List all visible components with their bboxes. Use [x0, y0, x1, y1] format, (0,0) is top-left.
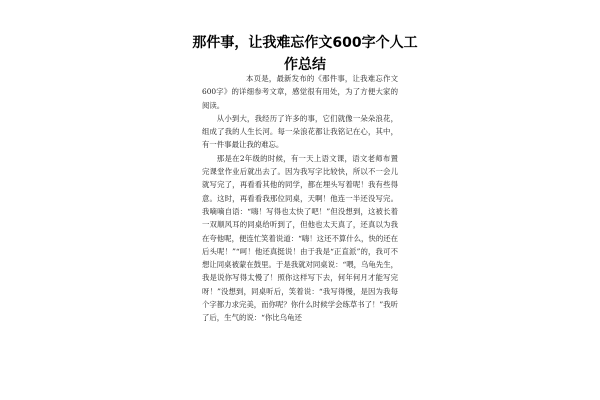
paragraph: 那是在2年级的时候，有一天上语文课，语文老师布置完课堂作业后就出去了。因为我写字比较快，所以不一会儿就写完了，再看看其他的同学，都在埋头写着呢！我有些得意。这时，再看看我那位同桌，天啊！他连一半还没写完。我嘀嘀自语：“嗨！写得也太快了吧！”但没想到，这被长着一双顺风耳的同桌给听到了，但他也太天真了，还真以为我在夸他呢，便连忙笑着说道：“嗨！这还不算什么，快的还在后头呢！”“呵！他还真挺说！由于我是“正直派”的，我可不想让同桌被蒙在鼓里。于是我就对同桌说：“喂，乌龟先生，我是说你写得太慢了！照你这样写下去，何年何月才能写完呀！”没想到，同桌听后，笑着说：“我写得慢，是因为我每个字都力求完美，而你呢？你什么时候学会练草书了！”我听了后，生气的说：“你比乌龟还 [202, 153, 398, 323]
document-body [202, 72, 398, 325]
paragraph-intro: 本页是，最新发布的《那件事，让我难忘作文600字》的详细参考文章，感觉很有用处，为了方便大家的阅读。 [202, 74, 398, 110]
document-title: 那件事，让我难忘作文600字个人工作总结 [192, 35, 418, 73]
paragraph: 从小到大，我经历了许多的事，它们就像一朵朵浪花，组成了我的人生长河。每一朵浪花都让我铭记在心，其中，有一件事最让我的难忘。 [202, 113, 398, 150]
